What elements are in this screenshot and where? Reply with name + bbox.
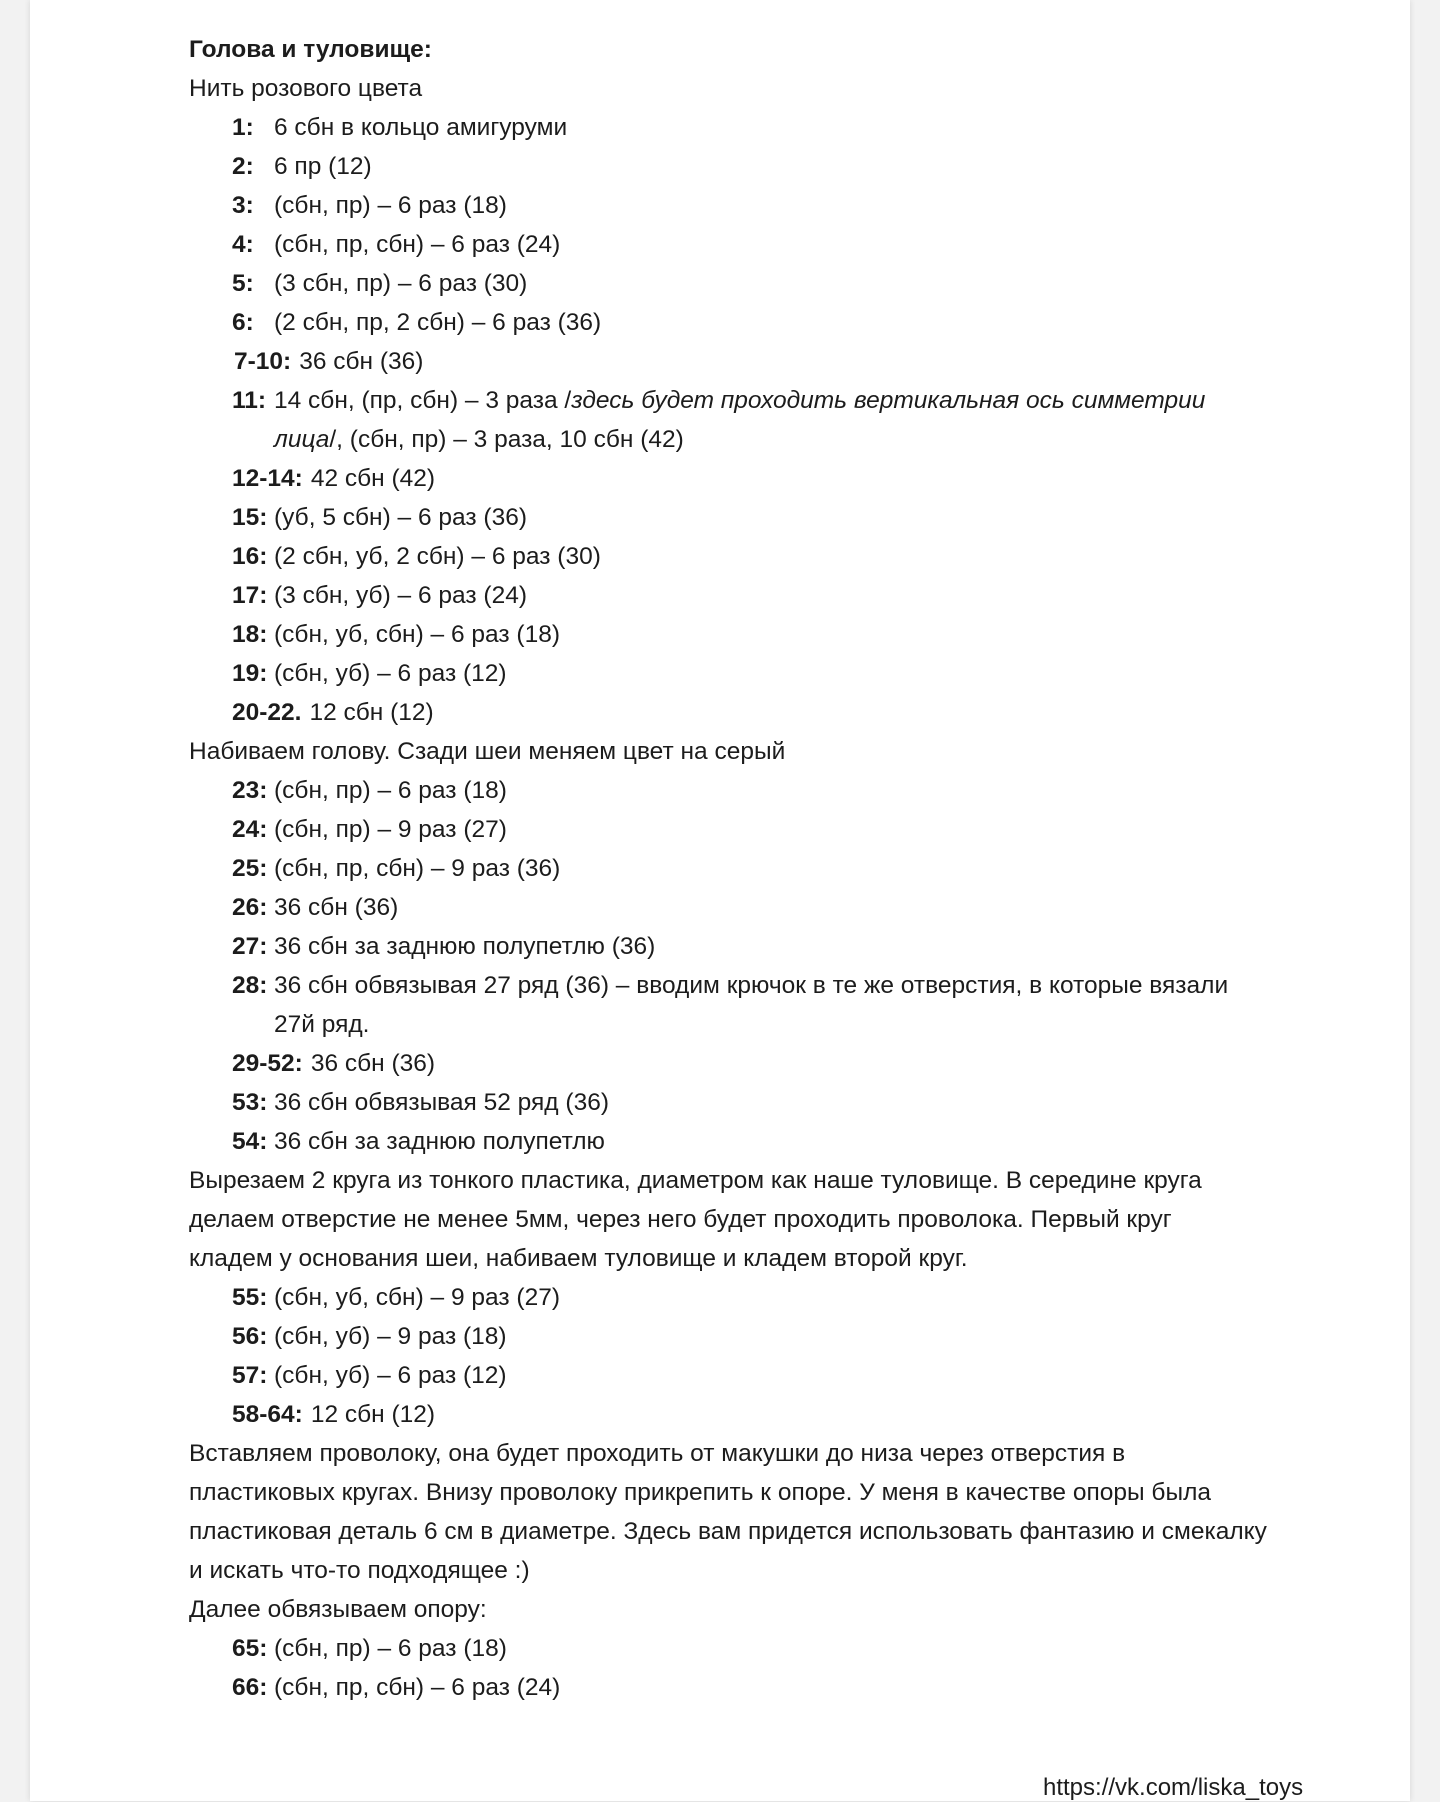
- row-number: 24:: [232, 816, 268, 843]
- pattern-row: [189, 537, 1339, 576]
- row-text: 36 сбн за заднюю полупетлю: [274, 1128, 605, 1155]
- row-text: (3 сбн, уб) – 6 раз (24): [274, 582, 527, 609]
- pattern-row: [189, 381, 1339, 420]
- instruction-paragraph-line: пластиковых кругах. Внизу проволоку прикрепить к опоре. У меня в качестве опоры была: [189, 1479, 1211, 1506]
- row-text: /, (сбн, пр) – 3 раза, 10 сбн (42): [329, 426, 684, 453]
- pattern-row: [189, 888, 1339, 927]
- pattern-row: [189, 966, 1339, 1005]
- row-continuation: 27й ряд.: [274, 1011, 370, 1038]
- row-text: 36 сбн (36): [274, 894, 399, 921]
- pattern-row: [189, 1122, 1339, 1161]
- pattern-row: [189, 1629, 1339, 1668]
- instruction-paragraph-line: Вырезаем 2 круга из тонкого пластика, диаметром как наше туловище. В середине круга: [189, 1167, 1202, 1194]
- intro-text: Нить розового цвета: [189, 75, 423, 102]
- row-number: 3:: [232, 192, 254, 219]
- row-text: 36 сбн за заднюю полупетлю (36): [274, 933, 656, 960]
- row-text: (сбн, уб, сбн) – 6 раз (18): [274, 621, 560, 648]
- row-text: (3 сбн, пр) – 6 раз (30): [274, 270, 528, 297]
- row-text: (сбн, пр) – 9 раз (27): [274, 816, 507, 843]
- row-number: 66:: [232, 1674, 268, 1701]
- row-text: 6 сбн в кольцо амигуруми: [274, 114, 568, 141]
- row-number: 54:: [232, 1128, 268, 1155]
- pattern-row: [189, 849, 1339, 888]
- row-number: 57:: [232, 1362, 268, 1389]
- pattern-row: [189, 1278, 1339, 1317]
- instruction-paragraph-line: пластиковая деталь 6 см в диаметре. Здесь вам придется использовать фантазию и смекалку: [189, 1518, 1267, 1545]
- pattern-row: [189, 810, 1339, 849]
- row-number: 55:: [232, 1284, 268, 1311]
- row-number: 5:: [232, 270, 254, 297]
- row-continuation: [189, 420, 1339, 459]
- instruction-paragraph-line: Вставляем проволоку, она будет проходить от макушки до низа через отверстия в: [189, 1440, 1126, 1467]
- instruction-paragraph: Далее обвязываем опору:: [189, 1596, 487, 1623]
- instruction-paragraph-line: делаем отверстие не менее 5мм, через него будет проходить проволока. Первый круг: [189, 1206, 1172, 1233]
- instruction-paragraph-line: кладем у основания шеи, набиваем туловище и кладем второй круг.: [189, 1245, 968, 1272]
- row-number: 28:: [232, 972, 268, 999]
- row-number: 53:: [232, 1089, 268, 1116]
- row-number: 25:: [232, 855, 268, 882]
- pattern-row: [189, 1395, 1339, 1434]
- row-text: (уб, 5 сбн) – 6 раз (36): [274, 504, 527, 531]
- row-number: 15:: [232, 504, 268, 531]
- row-number: 4:: [232, 231, 254, 258]
- row-text: (сбн, пр, сбн) – 9 раз (36): [274, 855, 561, 882]
- row-text: (сбн, пр) – 6 раз (18): [274, 777, 507, 804]
- row-text: (сбн, пр, сбн) – 6 раз (24): [274, 231, 561, 258]
- row-text: 42 сбн (42): [310, 465, 436, 492]
- row-note: лица: [274, 426, 330, 453]
- pattern-row: [189, 1668, 1339, 1707]
- row-number: 23:: [232, 777, 268, 804]
- pattern-row: [189, 615, 1339, 654]
- pattern-row: [189, 498, 1339, 537]
- pattern-row: [189, 693, 1339, 732]
- row-number: 11:: [232, 387, 267, 414]
- row-number: 20-22.: [232, 699, 302, 726]
- row-number: 65:: [232, 1635, 268, 1662]
- pattern-row: [189, 576, 1339, 615]
- row-number: 29-52:: [232, 1050, 303, 1077]
- row-number: 2:: [232, 153, 254, 180]
- instruction-paragraph-line: и искать что-то подходящее :): [189, 1557, 530, 1584]
- pattern-row: [189, 1044, 1339, 1083]
- pattern-row: [189, 1356, 1339, 1395]
- instruction-paragraph: Набиваем голову. Сзади шеи меняем цвет на серый: [189, 738, 786, 765]
- row-text: 12 сбн (12): [309, 699, 434, 726]
- pattern-row: [189, 303, 1339, 342]
- row-number: 26:: [232, 894, 268, 921]
- row-text: (сбн, пр) – 6 раз (18): [274, 192, 507, 219]
- pattern-row: [189, 225, 1339, 264]
- pattern-row: [189, 459, 1339, 498]
- row-text: 36 сбн обвязывая 27 ряд (36) – вводим крючок в те же отверстия, в которые вязали: [274, 972, 1229, 999]
- pattern-row: [189, 654, 1339, 693]
- document-content: [189, 30, 1339, 1707]
- pattern-row: [189, 771, 1339, 810]
- row-note: здесь будет проходить вертикальная ось симметрии: [571, 387, 1206, 414]
- row-text: 6 пр (12): [274, 153, 372, 180]
- row-number: 12-14:: [232, 465, 303, 492]
- pattern-row: [189, 108, 1339, 147]
- pattern-row: [189, 264, 1339, 303]
- pattern-row: [189, 927, 1339, 966]
- row-text: 12 сбн (12): [310, 1401, 436, 1428]
- pattern-row: [189, 1083, 1339, 1122]
- row-text: 36 сбн обвязывая 52 ряд (36): [274, 1089, 609, 1116]
- row-text: (2 сбн, пр, 2 сбн) – 6 раз (36): [274, 309, 602, 336]
- row-text: 36 сбн (36): [299, 348, 424, 375]
- section-title: Голова и туловище:: [189, 36, 432, 63]
- document-page: [30, 0, 1410, 1801]
- row-number: 16:: [232, 543, 268, 570]
- pattern-row: [189, 147, 1339, 186]
- row-number: 18:: [232, 621, 268, 648]
- row-number: 17:: [232, 582, 268, 609]
- row-number: 58-64:: [232, 1401, 303, 1428]
- row-number: 56:: [232, 1323, 268, 1350]
- row-text: (сбн, уб) – 6 раз (12): [274, 660, 507, 687]
- row-number: 27:: [232, 933, 268, 960]
- row-text: (сбн, уб, сбн) – 9 раз (27): [274, 1284, 560, 1311]
- pattern-row: [189, 186, 1339, 225]
- row-number: 1:: [232, 114, 254, 141]
- row-text: 14 сбн, (пр, сбн) – 3 раза /: [274, 387, 572, 414]
- row-text: (сбн, пр, сбн) – 6 раз (24): [274, 1674, 561, 1701]
- row-text: (сбн, уб) – 6 раз (12): [274, 1362, 507, 1389]
- pattern-row: [189, 1317, 1339, 1356]
- source-link[interactable]: https://vk.com/liska_toys: [1043, 1774, 1304, 1801]
- row-text: (сбн, уб) – 9 раз (18): [274, 1323, 507, 1350]
- row-number: 7-10:: [234, 348, 292, 375]
- pattern-row: [189, 342, 1339, 381]
- row-number: 6:: [232, 309, 254, 336]
- row-text: 36 сбн (36): [310, 1050, 436, 1077]
- row-text: (2 сбн, уб, 2 сбн) – 6 раз (30): [274, 543, 601, 570]
- row-text: (сбн, пр) – 6 раз (18): [274, 1635, 507, 1662]
- row-number: 19:: [232, 660, 268, 687]
